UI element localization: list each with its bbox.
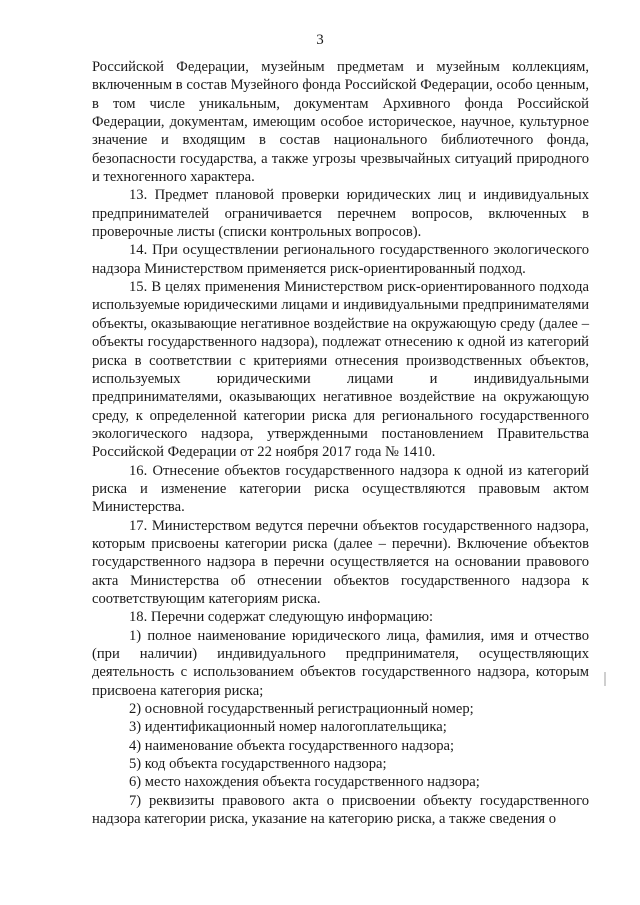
list-item-2: 2) основной государственный регистрационный номер;: [129, 701, 474, 718]
list-item-6: 6) место нахождения объекта государственного надзора;: [129, 774, 480, 791]
list-item-1: 1) полное наименование юридического лица, фамилия, имя и отчество (при наличии) индивидуального предпринимателя, осуществляющих деятельность с использованием объектов государственного надзора, которым присвоена категория риска;: [92, 627, 589, 699]
paragraph-continuation: Российской Федерации, музейным предметам и музейным коллекциям, включенным в состав Музейного фонда Российской Федерации, особо ценным, в том числе уникальным, документам Архивного фонда Российской Федерации, документам, имеющим особое историческое, научное, культурное значение и входящим в состав национального библиотечного фонда, безопасности государства, а также угрозы чрезвычайных ситуаций природного и техногенного характера.: [92, 59, 589, 186]
page-number: 3: [316, 32, 324, 48]
scan-edge-mark: [604, 672, 606, 686]
list-item-7: 7) реквизиты правового акта о присвоении объекту государственного надзора категории риска, указание на категорию риска, а также сведения о: [92, 792, 589, 828]
paragraph-16: 16. Отнесение объектов государственного надзора к одной из категорий риска и изменение категории риска осуществляются правовым актом Министерства.: [92, 462, 589, 516]
paragraph-18: 18. Перечни содержат следующую информацию:: [129, 609, 434, 626]
paragraph-14: 14. При осуществлении регионального государственного экологического надзора Министерством применяется риск-ориентированный подход.: [92, 242, 589, 277]
paragraph-13: 13. Предмет плановой проверки юридических лиц и индивидуальных предпринимателей ограничивается перечнем вопросов, включенных в проверочные листы (списки контрольных вопросов).: [92, 187, 589, 241]
document-body: [92, 58, 589, 828]
paragraph-17: 17. Министерством ведутся перечни объектов государственного надзора, которым присвоены категории риска (далее – перечни). Включение объектов государственного надзора в перечни осуществляется на основании правового акта Министерства об отнесении объектов государственного надзора к соответствующим категориям риска.: [92, 517, 589, 607]
list-item-5: 5) код объекта государственного надзора;: [129, 756, 387, 773]
list-item-4: 4) наименование объекта государственного надзора;: [129, 737, 455, 754]
list-item-3: 3) идентификационный номер налогоплательщика;: [129, 719, 447, 736]
paragraph-15: 15. В целях применения Министерством риск-ориентированного подхода используемые юридическими лицами и индивидуальными предпринимателями объекты, оказывающие негативное воздействие на окружающую среду (далее – объекты государственного надзора), подлежат отнесению к одной из категорий риска в соответствии с критериями отнесения производственных объектов, используемых юридическими лицами и индивидуальными предпринимателями, оказывающих негативное воздействие на окружающую среду, к определенной категории риска для регионального государственного экологического надзора, утвержденными постановлением Правительства Российской Федерации от 22 ноября 2017 года № 1410.: [92, 279, 589, 461]
